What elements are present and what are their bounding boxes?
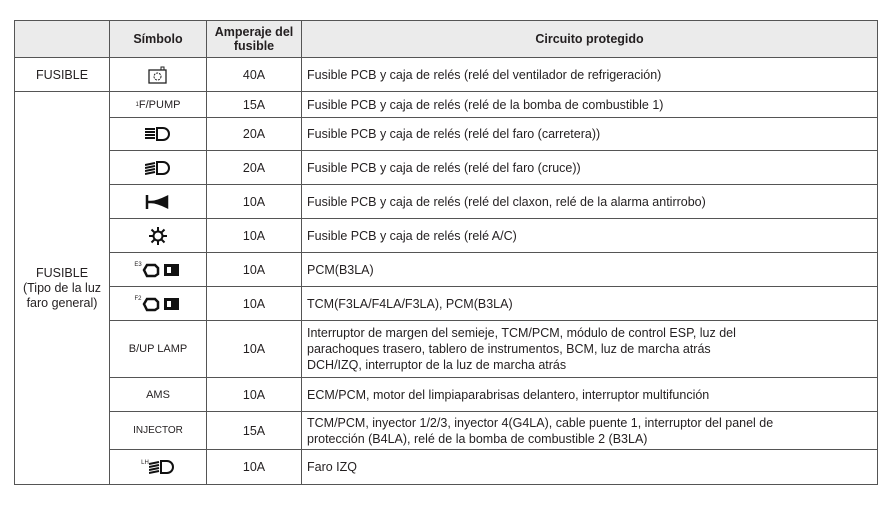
table-row — [15, 321, 878, 378]
symbol-cell — [110, 185, 207, 219]
symbol-cell: AMS — [110, 378, 207, 412]
header-circuit: Circuito protegido — [302, 21, 878, 58]
table-row — [15, 151, 878, 185]
engine-transmission-icon — [142, 296, 182, 312]
symbol-cell — [110, 92, 207, 118]
amp-cell: 20A — [207, 151, 302, 185]
symbol-cell — [110, 253, 207, 287]
table-row — [15, 58, 878, 92]
low-beam-icon — [145, 161, 171, 175]
symbol-cell — [110, 151, 207, 185]
table-row — [15, 185, 878, 219]
circuit-cell: Fusible PCB y caja de relés (relé del ventilador de refrigeración) — [302, 58, 878, 92]
amp-cell: 10A — [207, 378, 302, 412]
symbol-cell: B/UP LAMP — [110, 321, 207, 378]
symbol-text: F/PUMP — [138, 98, 181, 111]
header-amperage: Amperaje del fusible — [207, 21, 302, 58]
symbol-cell — [110, 450, 207, 485]
table-row — [15, 378, 878, 412]
amp-cell: 40A — [207, 58, 302, 92]
group-fusible-headlamp: FUSIBLE (Tipo de la luz faro general) — [15, 92, 110, 485]
symbol-cell — [110, 118, 207, 151]
table-row — [15, 450, 878, 485]
fan-relay-icon — [148, 66, 168, 84]
amp-cell: 15A — [207, 92, 302, 118]
circuit-cell: Fusible PCB y caja de relés (relé A/C) — [302, 219, 878, 253]
table-row — [15, 92, 878, 118]
circuit-cell: Fusible PCB y caja de relés (relé del claxon, relé de la alarma antirrobo) — [302, 185, 878, 219]
symbol-cell — [110, 58, 207, 92]
circuit-cell: Interruptor de margen del semieje, TCM/PCM, módulo de control ESP, luz del parachoques trasero, tablero de instrumentos, BCM, luz de marcha atrás DCH/IZQ, interruptor de la luz de marcha atrás — [302, 321, 878, 378]
symbol-cell — [110, 219, 207, 253]
circuit-cell: ECM/PCM, motor del limpiaparabrisas delantero, interruptor multifunción — [302, 378, 878, 412]
circuit-cell: Faro IZQ — [302, 450, 878, 485]
ac-icon — [149, 227, 167, 245]
circuit-cell: Fusible PCB y caja de relés (relé del faro (cruce)) — [302, 151, 878, 185]
amp-cell: 15A — [207, 412, 302, 450]
symbol-sup: F2 — [134, 295, 142, 302]
symbol-sup: E3 — [134, 261, 142, 268]
amp-cell: 10A — [207, 450, 302, 485]
symbol-cell: INJECTOR — [110, 412, 207, 450]
table-row — [15, 219, 878, 253]
amp-cell: 10A — [207, 287, 302, 321]
table-row — [15, 253, 878, 287]
amp-cell: 10A — [207, 253, 302, 287]
header-symbol: Símbolo — [110, 21, 207, 58]
table-row — [15, 118, 878, 151]
symbol-sup: LH — [141, 459, 149, 466]
symbol-sup: 1 — [135, 101, 139, 108]
symbol-cell — [110, 287, 207, 321]
high-beam-icon — [145, 127, 171, 141]
table-row — [15, 287, 878, 321]
amp-cell: 10A — [207, 185, 302, 219]
engine-transmission-icon — [142, 262, 182, 278]
table-row — [15, 412, 878, 450]
circuit-cell: Fusible PCB y caja de relés (relé del faro (carretera)) — [302, 118, 878, 151]
circuit-cell: Fusible PCB y caja de relés (relé de la bomba de combustible 1) — [302, 92, 878, 118]
fuse-table — [14, 20, 878, 485]
header-row — [15, 21, 878, 58]
circuit-cell: PCM(B3LA) — [302, 253, 878, 287]
amp-cell: 20A — [207, 118, 302, 151]
group-fusible: FUSIBLE — [15, 58, 110, 92]
circuit-cell: TCM(F3LA/F4LA/F3LA), PCM(B3LA) — [302, 287, 878, 321]
left-headlamp-icon — [149, 460, 175, 474]
amp-cell: 10A — [207, 321, 302, 378]
circuit-cell: TCM/PCM, inyector 1/2/3, inyector 4(G4LA), cable puente 1, interruptor del panel de protección (B4LA), relé de la bomba de combustible 2 (B3LA) — [302, 412, 878, 450]
header-blank — [15, 21, 110, 58]
horn-icon — [145, 194, 171, 210]
amp-cell: 10A — [207, 219, 302, 253]
